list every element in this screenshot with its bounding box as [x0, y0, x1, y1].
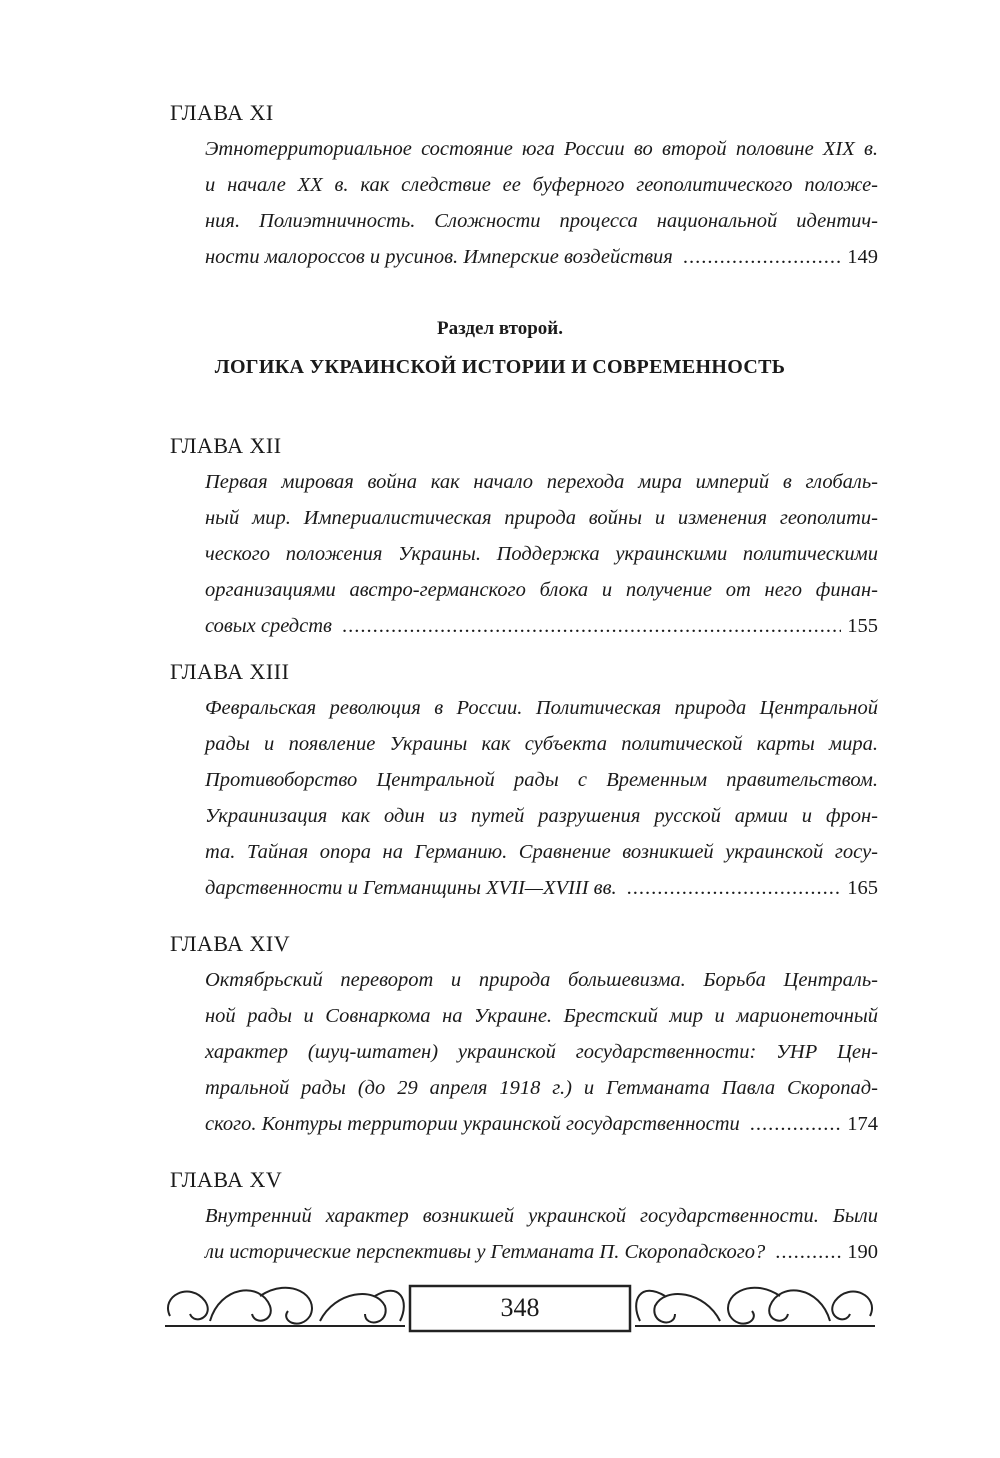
- toc-entry: [170, 95, 878, 275]
- toc-entry: [170, 428, 878, 644]
- footer-ornament: [160, 1276, 880, 1336]
- page-ref: 155: [847, 615, 878, 637]
- leader-dots: [683, 239, 841, 275]
- description-last-line: [205, 608, 878, 644]
- description-line: ния. Полиэтничность. Сложности процесса национальной идентич-: [205, 210, 878, 232]
- chapter-title: ГЛАВА XI: [170, 100, 274, 125]
- description-line: ной рады и Совнаркома на Украине. Брестский мир и марионеточный: [205, 1005, 878, 1027]
- description-last-line: [205, 1106, 878, 1142]
- chapter-description: [205, 131, 878, 275]
- description-line: характер (шуц-штатен) украинской государственности: УНР Цен-: [205, 1041, 878, 1063]
- leader-dots: [342, 608, 841, 644]
- description-line: Внутренний характер возникшей украинской государственности. Были: [205, 1205, 878, 1227]
- chapter-title: ГЛАВА XII: [170, 433, 282, 458]
- description-line: дарственности и Гетманщины XVII—XVIII вв.: [205, 877, 617, 899]
- section-label: Раздел второй.: [437, 318, 563, 339]
- chapter-title: ГЛАВА XIII: [170, 659, 290, 684]
- chapter-description: [205, 464, 878, 644]
- leader-dots: [627, 870, 842, 906]
- description-line: организациями австро-германского блока и получение от него финан-: [205, 579, 878, 601]
- description-line: Первая мировая война как начало перехода мира империй в глобаль-: [205, 471, 878, 493]
- leader-dots: [750, 1106, 841, 1142]
- chapter-description: [205, 962, 878, 1142]
- description-line: Октябрьский переворот и природа большевизма. Борьба Централь-: [205, 969, 878, 991]
- description-line: ского. Контуры территории украинской государственности: [205, 1113, 740, 1135]
- chapter-description: [205, 1198, 878, 1270]
- description-line: тральной рады (до 29 апреля 1918 г.) и Гетманата Павла Скоропад-: [205, 1077, 878, 1099]
- description-line: ческого положения Украины. Поддержка украинскими политическими: [205, 543, 878, 565]
- description-line: Этнотерриториальное состояние юга России во второй половине XIX в.: [205, 138, 878, 160]
- description-line: ности малороссов и русинов. Имперские воздействия: [205, 246, 673, 268]
- description-line: совых средств: [205, 615, 332, 637]
- section-title: ЛОГИКА УКРАИНСКОЙ ИСТОРИИ И СОВРЕМЕННОСТЬ: [214, 356, 786, 378]
- leader-dots: [775, 1234, 841, 1270]
- toc-entry: [170, 654, 878, 906]
- description-line: та. Тайная опора на Германию. Сравнение возникшей украинской госу-: [205, 841, 878, 863]
- page-ref: 165: [847, 877, 878, 899]
- description-line: Противоборство Центральной рады с Временным правительством.: [205, 769, 878, 791]
- description-line: ли исторические перспективы у Гетманата П. Скоропадского?: [205, 1241, 766, 1263]
- description-line: Украинизация как один из путей разрушения русской армии и фрон-: [205, 805, 878, 827]
- chapter-title: ГЛАВА XV: [170, 1167, 283, 1192]
- chapter-title: ГЛАВА XIV: [170, 931, 291, 956]
- page-number: 348: [500, 1293, 540, 1322]
- description-line: ный мир. Империалистическая природа войны и изменения геополити-: [205, 507, 878, 529]
- toc-entry: [170, 926, 878, 1142]
- page-ref: 174: [847, 1113, 878, 1135]
- page-ref: 149: [847, 246, 878, 268]
- chapter-description: [205, 690, 878, 906]
- description-last-line: [205, 239, 878, 275]
- description-line: Февральская революция в России. Политическая природа Центральной: [205, 697, 878, 719]
- description-line: рады и появление Украины как субъекта политической карты мира.: [205, 733, 878, 755]
- toc-entry: [170, 1162, 878, 1270]
- description-last-line: [205, 870, 878, 906]
- description-line: и начале XX в. как следствие ее буферного геополитического положе-: [205, 174, 878, 196]
- page-ref: 190: [847, 1241, 878, 1263]
- description-last-line: [205, 1234, 878, 1270]
